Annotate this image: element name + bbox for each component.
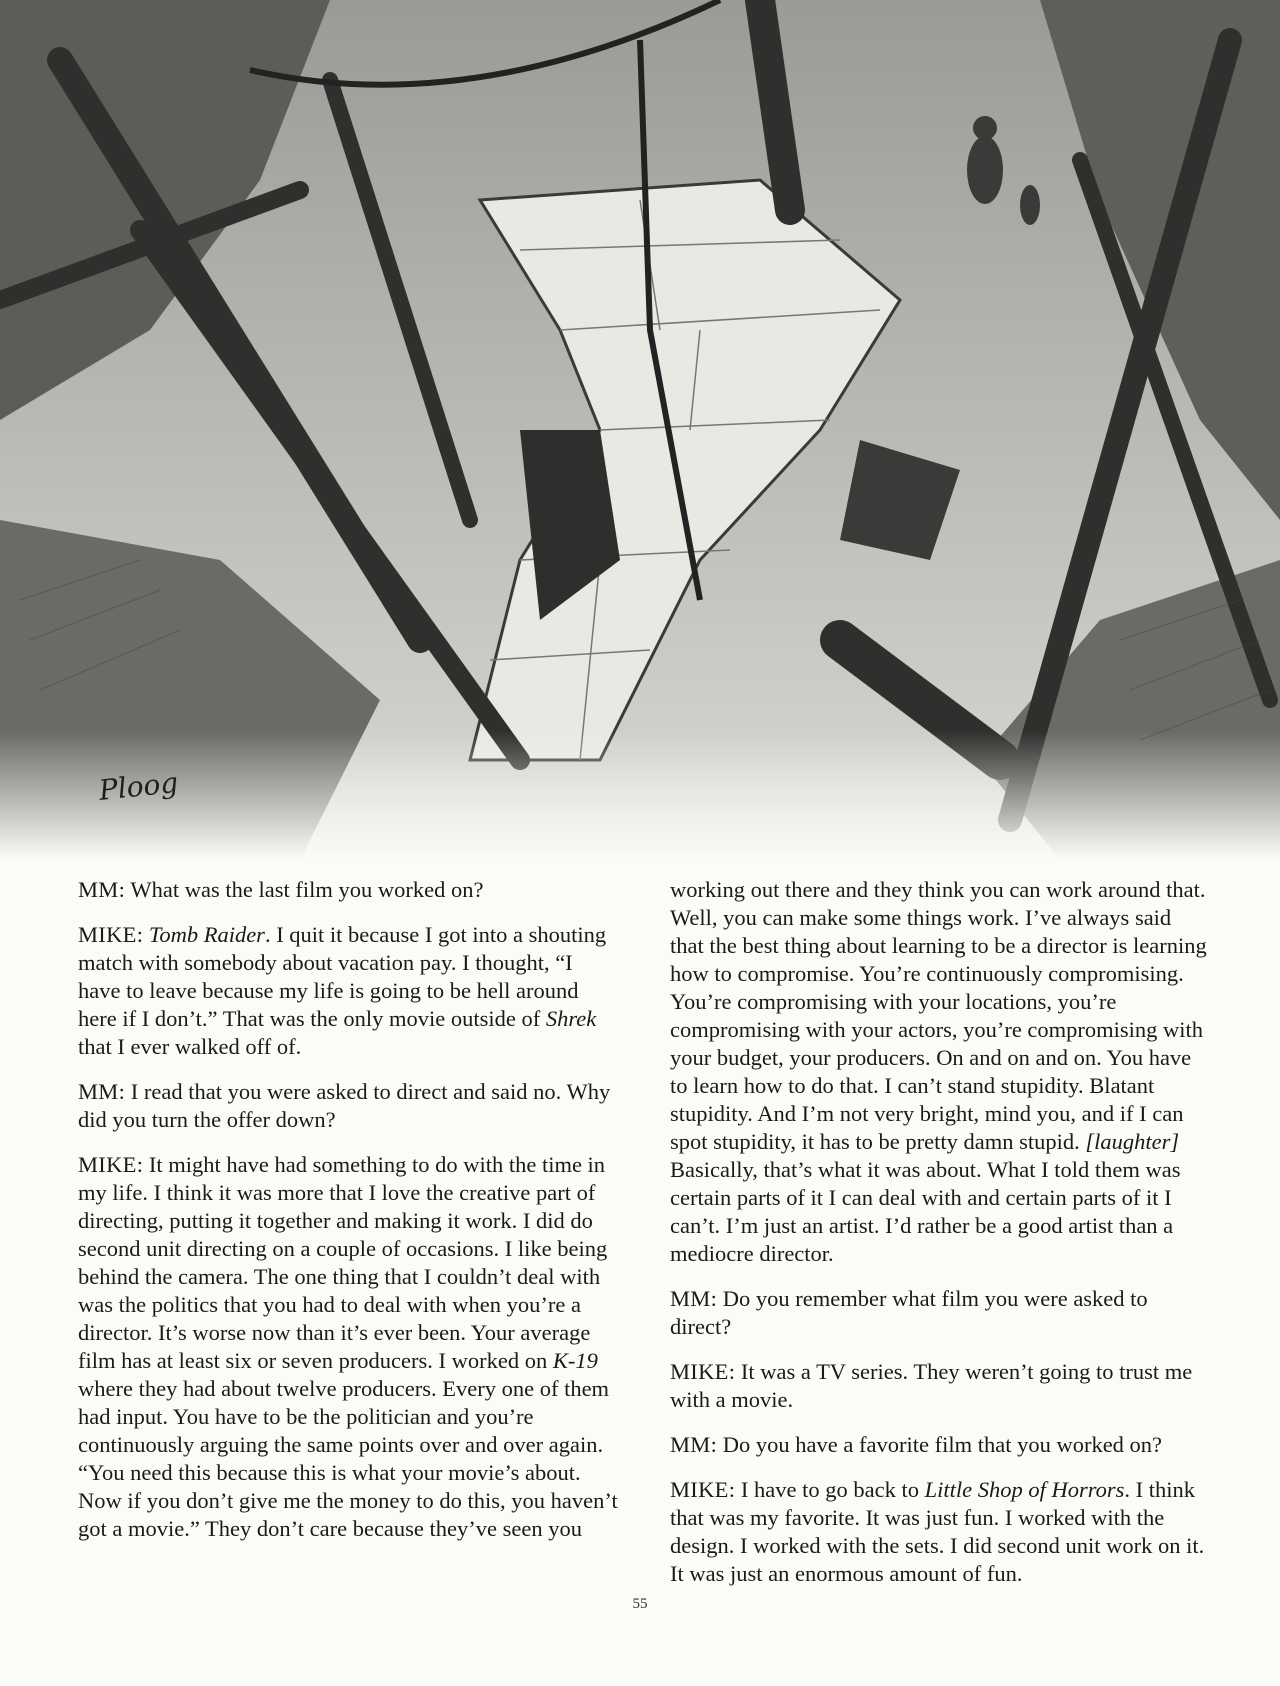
- speaker-label: MM:: [78, 1079, 126, 1104]
- italic-title: K-19: [552, 1348, 598, 1373]
- italic-title: [laughter]: [1085, 1129, 1180, 1154]
- interview-paragraph: [78, 1151, 618, 1543]
- speaker-label: MIKE:: [78, 1152, 144, 1177]
- text-segment: What was the last film you worked on?: [125, 877, 484, 902]
- interview-paragraph: [78, 876, 618, 904]
- interview-paragraph: [78, 1078, 618, 1134]
- text-segment: that’s what it was about. What I told them was certain parts of it I can deal with and certain parts of it I can’t. I’m just an artist. I’d rather be a good artist than a mediocre director.: [670, 1157, 1181, 1266]
- speaker-label: MM:: [670, 1286, 718, 1311]
- speaker-label: MM:: [78, 877, 126, 902]
- text-segment: that I ever walked off of.: [78, 1034, 302, 1059]
- text-segment: I read that you were asked to direct and said no. Why did you turn the offer down?: [78, 1079, 611, 1132]
- text-segment: It was a TV series. They weren’t going to trust me with a movie.: [670, 1359, 1193, 1412]
- text-segment: Do you have a favorite film that you worked on?: [717, 1432, 1163, 1457]
- left-column: [78, 876, 618, 1560]
- interview-paragraph: [670, 1476, 1210, 1588]
- text-segment: Basically,: [670, 1157, 764, 1182]
- right-column: [670, 876, 1210, 1605]
- interview-paragraph: [78, 921, 618, 1061]
- italic-title: Shrek: [545, 1006, 597, 1031]
- text-segment: Do you remember what film you were asked to direct?: [670, 1286, 1148, 1339]
- speaker-label: MIKE:: [670, 1359, 736, 1384]
- speaker-label: MM:: [670, 1432, 718, 1457]
- interview-paragraph-continued: [670, 876, 1210, 1268]
- interview-paragraph: [670, 1358, 1210, 1414]
- italic-title: Tomb Raider: [148, 922, 265, 947]
- italic-title: Little Shop of Horrors: [924, 1477, 1125, 1502]
- artist-signature: Ploog: [97, 765, 180, 807]
- speaker-label: MIKE:: [78, 922, 144, 947]
- text-segment: . I think that was my favorite. It was just fun. I worked with the design. I worked with the sets. I did second unit work on it. It was just an enormous amount of fun.: [670, 1477, 1205, 1586]
- interview-paragraph: [670, 1285, 1210, 1341]
- text-segment: . I quit it because I got into a shouting match with somebody about vacation pay. I thought, “I have to leave because my life is going to be hell around here if I don’t.” That was the only movie outside of: [78, 922, 607, 1031]
- text-segment: working out there and they think you can work around that. Well, you can make some things work. I’ve always said that the best thing about learning to be a director is learning how to compromise. You’re continuously compromising. You’re compromising with your locations, you’re compromising with your actors, you’re compromising with your budget, your producers. On and on and on. You have to learn how to do that. I can’t stand stupidity. Blatant stupidity. And I’m not very bright, mind you, and if I can spot stupidity, it has to be pretty damn stupid.: [670, 877, 1207, 1154]
- text-segment: I have to go back to: [735, 1477, 925, 1502]
- text-segment: where they had about twelve producers. Every one of them had input. You have to be the politician and you’re continuously arguing the same points over and over again. “You need this because this is what your movie’s about. Now if you don’t give me the money to do this, you haven’t got a movie.” They don’t care because they’ve seen you: [78, 1376, 618, 1541]
- speaker-label: MIKE:: [670, 1477, 736, 1502]
- page-number: 55: [632, 1596, 648, 1612]
- text-segment: It might have had something to do with the time in my life. I think it was more that I love the creative part of directing, putting it together and making it work. I did do second unit directing on a couple of occasions. I like being behind the camera. The one thing that I couldn’t deal with was the politics that you had to deal with when you’re a director. It’s worse now than it’s ever been. Your average film has at least six or seven producers. I worked on: [78, 1152, 608, 1373]
- interview-paragraph: [670, 1431, 1210, 1459]
